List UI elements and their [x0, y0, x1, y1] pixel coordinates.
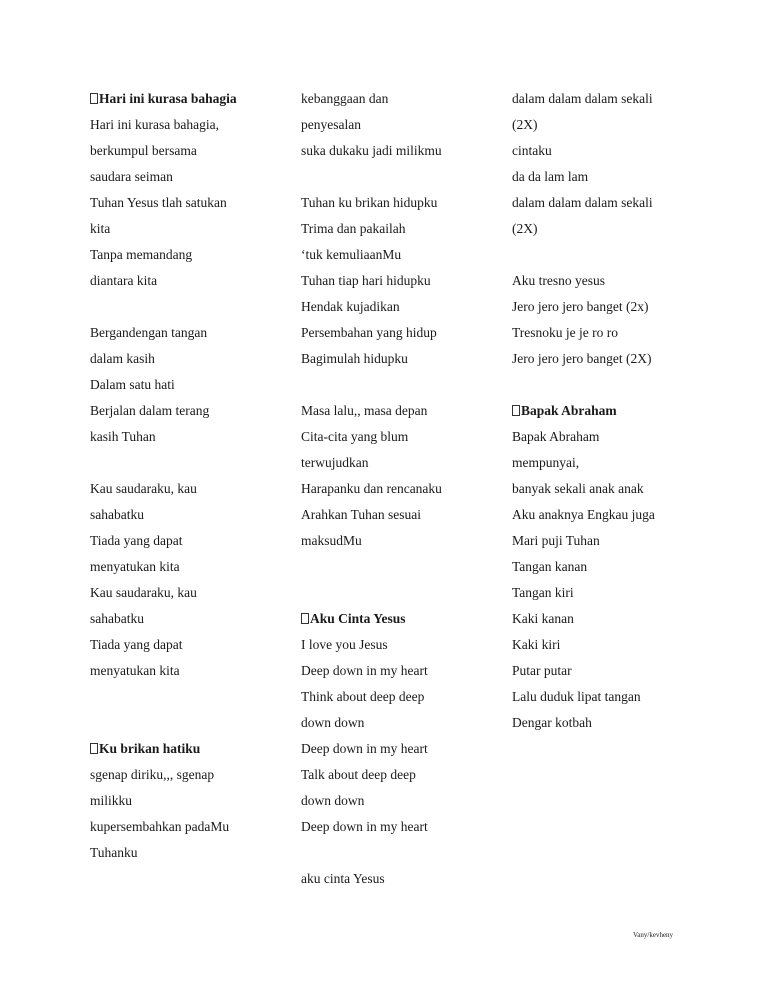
lyric-line: da da lam lam: [512, 169, 589, 184]
lyric-line: diantara kita: [90, 273, 158, 288]
lyric-line: sgenap diriku,,, sgenap: [90, 767, 215, 782]
lyric-line: Think about deep deep: [301, 689, 425, 704]
blank-line: [90, 294, 290, 320]
lyric-line: Hari ini kurasa bahagia,: [90, 117, 219, 132]
lyric-line: I love you Jesus: [301, 637, 388, 652]
lyric-line: Tangan kiri: [512, 585, 574, 600]
lyric-line: ‘tuk kemuliaanMu: [301, 247, 402, 262]
lyric-line: Kau saudaraku, kau: [90, 585, 197, 600]
column-1: [90, 86, 290, 866]
lyric-line: dalam kasih: [90, 351, 155, 366]
lyric-line: Tiada yang dapat: [90, 637, 183, 652]
lyric-line: Masa lalu,, masa depan: [301, 403, 428, 418]
lyric-line: dalam dalam dalam sekali: [512, 91, 653, 106]
lyric-line: Kau saudaraku, kau: [90, 481, 197, 496]
lyric-line: Deep down in my heart: [301, 819, 428, 834]
blank-line: [512, 242, 712, 268]
lyric-line: aku cinta Yesus: [301, 871, 385, 886]
blank-line: [301, 164, 501, 190]
lyric-line: Tangan kanan: [512, 559, 588, 574]
lyric-line: Putar putar: [512, 663, 572, 678]
lyric-line: penyesalan: [301, 117, 361, 132]
song-title-hari-ini-kurasa-bahagia: [90, 86, 290, 112]
lyric-line: Tresnoku je je ro ro: [512, 325, 618, 340]
lyric-line: (2X): [512, 117, 538, 132]
bullet-box-icon: [90, 93, 98, 104]
bullet-box-icon: [512, 405, 520, 416]
lyric-line: Kaki kanan: [512, 611, 574, 626]
song-title-text: Aku Cinta Yesus: [310, 611, 406, 626]
lyric-line: down down: [301, 793, 365, 808]
lyric-line: Aku anaknya Engkau juga: [512, 507, 655, 522]
lyric-line: Bagimulah hidupku: [301, 351, 408, 366]
lyric-line: Arahkan Tuhan sesuai: [301, 507, 421, 522]
lyric-line: Cita-cita yang blum: [301, 429, 409, 444]
lyric-line: Lalu duduk lipat tangan: [512, 689, 641, 704]
lyric-line: Dalam satu hati: [90, 377, 175, 392]
blank-line: [301, 580, 501, 606]
lyric-line: Deep down in my heart: [301, 741, 428, 756]
blank-line: [301, 372, 501, 398]
lyric-line: mempunyai,: [512, 455, 580, 470]
lyric-line: Tuhan ku brikan hidupku: [301, 195, 438, 210]
column-3: [512, 86, 712, 736]
lyric-line: Deep down in my heart: [301, 663, 428, 678]
song-title-text: Hari ini kurasa bahagia: [99, 91, 237, 106]
footer-signature: Vany/kevheny: [633, 931, 674, 939]
blank-line: [90, 710, 290, 736]
lyric-line: Tuhanku: [90, 845, 138, 860]
blank-line: [90, 450, 290, 476]
lyric-line: sahabatku: [90, 611, 144, 626]
lyric-line: banyak sekali anak anak: [512, 481, 644, 496]
lyric-line: berkumpul bersama: [90, 143, 197, 158]
lyric-line: Bapak Abraham: [512, 429, 600, 444]
bullet-box-icon: [90, 743, 98, 754]
lyric-line: Mari puji Tuhan: [512, 533, 600, 548]
lyric-line: maksudMu: [301, 533, 362, 548]
lyric-line: Kaki kiri: [512, 637, 561, 652]
lyric-line: saudara seiman: [90, 169, 173, 184]
blank-line: [301, 554, 501, 580]
lyric-line: terwujudkan: [301, 455, 369, 470]
lyric-line: dalam dalam dalam sekali: [512, 195, 653, 210]
lyric-line: kupersembahkan padaMu: [90, 819, 230, 834]
lyric-line: suka dukaku jadi milikmu: [301, 143, 442, 158]
lyric-line: Aku tresno yesus: [512, 273, 605, 288]
lyric-line: Berjalan dalam terang: [90, 403, 210, 418]
lyric-line: Harapanku dan rencanaku: [301, 481, 442, 496]
lyric-line: Tuhan tiap hari hidupku: [301, 273, 431, 288]
lyric-line: Talk about deep deep: [301, 767, 416, 782]
lyric-line: down down: [301, 715, 365, 730]
blank-line: [90, 684, 290, 710]
lyric-line: Dengar kotbah: [512, 715, 592, 730]
song-title-aku-cinta-yesus: [301, 606, 501, 632]
lyric-line: Persembahan yang hidup: [301, 325, 437, 340]
song-title-bapak-abraham: [512, 398, 712, 424]
blank-line: [301, 840, 501, 866]
lyric-line: (2X): [512, 221, 538, 236]
lyric-line: kasih Tuhan: [90, 429, 156, 444]
blank-line: [512, 372, 712, 398]
lyric-line: Hendak kujadikan: [301, 299, 400, 314]
song-title-ku-brikan-hatiku: [90, 736, 290, 762]
lyric-line: Jero jero jero banget (2x): [512, 299, 649, 314]
lyric-line: cintaku: [512, 143, 552, 158]
lyric-line: sahabatku: [90, 507, 144, 522]
lyric-line: Trima dan pakailah: [301, 221, 406, 236]
lyric-line: menyatukan kita: [90, 559, 180, 574]
lyric-line: Jero jero jero banget (2X): [512, 351, 652, 366]
lyric-line: Bergandengan tangan: [90, 325, 208, 340]
song-title-text: Bapak Abraham: [521, 403, 617, 418]
lyric-line: Tiada yang dapat: [90, 533, 183, 548]
bullet-box-icon: [301, 613, 309, 624]
lyric-line: Tanpa memandang: [90, 247, 193, 262]
lyric-line: kita: [90, 221, 111, 236]
lyric-line: milikku: [90, 793, 133, 808]
lyric-line: menyatukan kita: [90, 663, 180, 678]
lyric-line: Tuhan Yesus tlah satukan: [90, 195, 227, 210]
song-title-text: Ku brikan hatiku: [99, 741, 201, 756]
lyric-line: kebanggaan dan: [301, 91, 389, 106]
column-2: [301, 86, 501, 892]
